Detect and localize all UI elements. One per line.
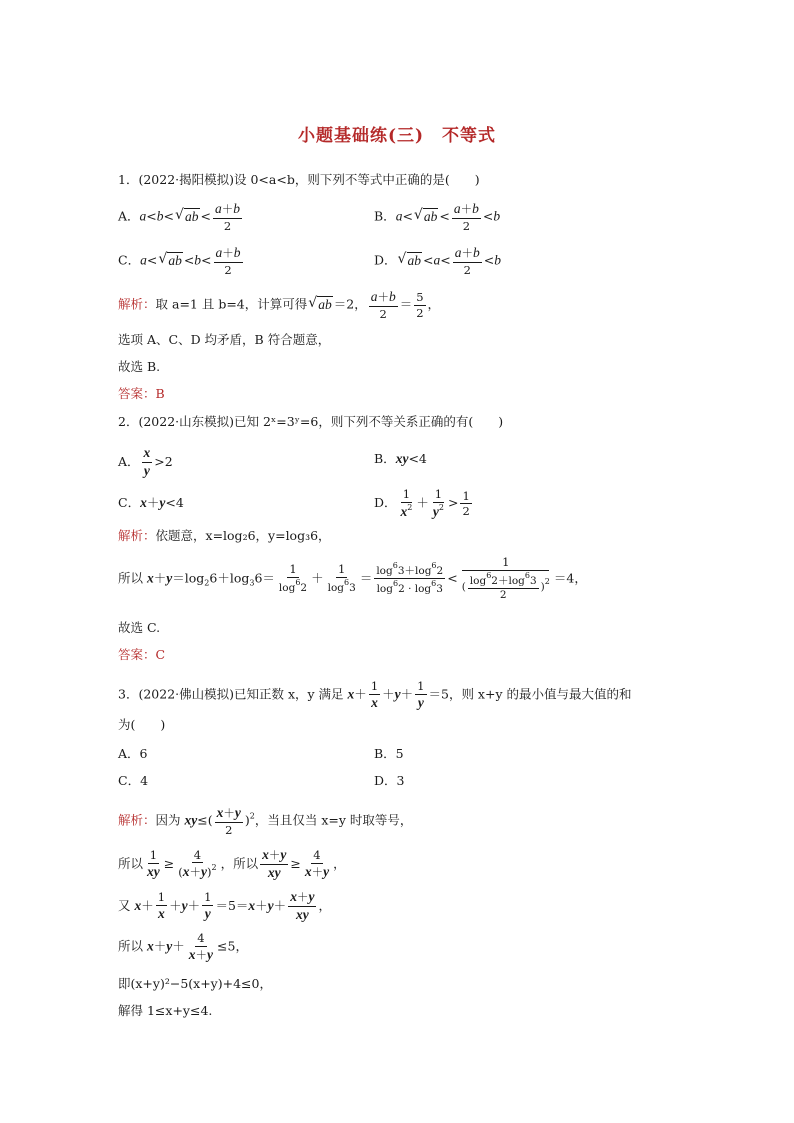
q3-analysis-2: 所以 $\frac{1}{xy}$ ≥ $\frac{4}{(x+y)^2}$ ，所以 $\frac{x+y}{xy}$ ≥ $\frac{4}{x+y}$ ， — [118, 847, 346, 880]
q3-option-a: A．6 — [118, 746, 148, 761]
q1-analysis-1: 解析：取 a=1 且 b=4，计算可得√ ab ＝2， $\frac{a+b}{2}$ ＝ $\frac{5}{2}$ ， — [118, 290, 440, 320]
q2-answer: 答案：C — [118, 647, 166, 662]
q3-stem-2: 为( ) — [118, 717, 166, 732]
q3-option-b: B．5 — [374, 746, 404, 761]
q2-option-c: C．x＋y<4 — [118, 495, 184, 510]
q1-option-b: B．a<√ ab < $\frac{a+b}{2}$ <b — [374, 202, 500, 232]
q1-answer: 答案：B — [118, 386, 165, 401]
q3-analysis-1: 解析：因为 xy≤( $\frac{x+y}{2}$ )$^2$，当且仅当 x=y 时取等号， — [118, 805, 413, 837]
q1-analysis-3: 故选 B. — [118, 359, 161, 374]
q2-analysis-1: 解析：依题意，x=log₂6，y=log₃6， — [118, 528, 331, 543]
q1-analysis-2: 选项 A、C、D 均矛盾，B 符合题意， — [118, 332, 331, 347]
q1-option-d: D．√ ab <a< $\frac{a+b}{2}$ <b — [374, 246, 501, 276]
q3-stem: 3．(2022·佛山模拟)已知正数 x，y 满足 x＋ $\frac{1}{x}$ ＋y＋ $\frac{1}{y}$ ＝5，则 x+y 的最小值与最大值的和 — [118, 679, 632, 710]
q3-option-d: D．3 — [374, 773, 405, 788]
q3-analysis-4: 所以 x＋y＋ $\frac{4}{x+y}$ ≤5， — [118, 931, 248, 962]
q1-option-c: C．a<√ ab <b< $\frac{a+b}{2}$ — [118, 246, 245, 276]
q3-analysis-6: 解得 1≤x+y≤4. — [118, 1003, 213, 1018]
q2-analysis-2: 所以 $x+y=\log_26+\log_36=$ $\frac{1}{\log^62}$ ＋ $\frac{1}{\log^63}$ ＝ $\frac{\log^63+\log^62}{\log^62 \cdot \log^63}$ < 1 ( $\frac{\log^62+\log^63}{2}$ )$^2$ ＝4， — [118, 555, 587, 602]
q2-analysis-3: 故选 C. — [118, 620, 161, 635]
q2-option-d: D． $\frac{1}{x^2}$ ＋ $\frac{1}{y^2}$ > $\frac{1}{2}$ — [374, 487, 470, 519]
page-title: 小题基础练(三) 不等式 — [297, 126, 497, 146]
q2-option-a: A． $\frac{x}{y}$ >2 — [118, 445, 173, 478]
q1-stem: 1．(2022·揭阳模拟)设 0<a<b，则下列不等式中正确的是( ) — [118, 172, 480, 187]
q2-stem: 2．(2022·山东模拟)已知 2ˣ=3ʸ=6，则下列不等关系正确的有( ) — [118, 414, 504, 429]
q3-analysis-3: 又 x＋ $\frac{1}{x}$ ＋y＋ $\frac{1}{y}$ ＝5＝x＋y＋ $\frac{x+y}{xy}$ ， — [118, 889, 331, 922]
q3-option-c: C．4 — [118, 773, 149, 788]
q2-option-b: B．xy<4 — [374, 451, 427, 466]
q3-analysis-5: 即(x+y)²−5(x+y)+4≤0， — [118, 976, 272, 991]
q1-option-a: A．a<b<√ ab < $\frac{a+b}{2}$ — [118, 202, 244, 232]
